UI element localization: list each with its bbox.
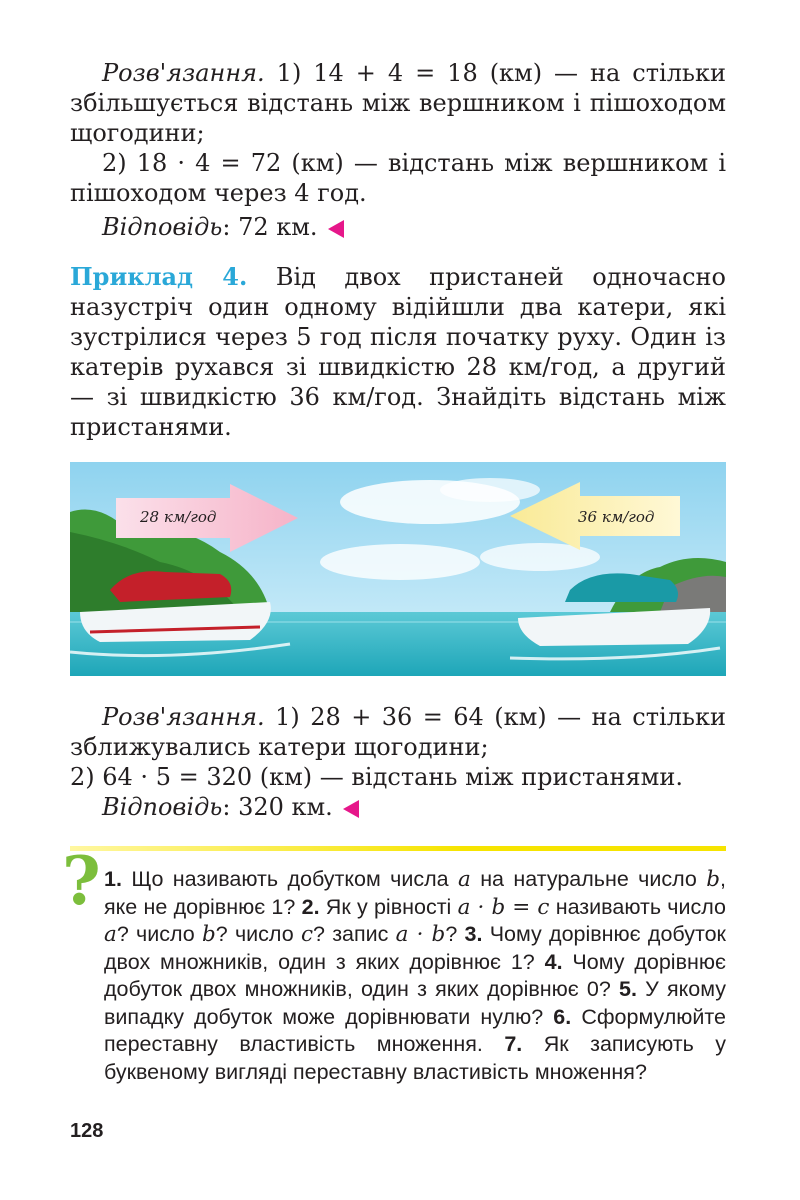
solution-2-step-2: 2) 64 · 5 = 320 (км) — відстань між пристанями.	[70, 763, 683, 791]
boats-scene-image	[70, 462, 726, 676]
yellow-rule	[70, 846, 726, 851]
solution-2-step-1: Розв'язання. 1) 28 + 36 = 64 (км) — на стільки зближувались катери щогодини;	[70, 703, 726, 761]
example-4-text: Приклад 4. Від двох пристаней одночасно назустріч один одному відійшли два катери, які зустрілися через 5 год після початку руху. Один із катерів рухався зі швидкістю 28 км/год, а другий — зі швидкістю 36 км/год. Знайдіть відстань між пристанями.	[70, 262, 726, 441]
solution-1-answer: Відповідь: 72 км.	[70, 212, 726, 242]
solution-1-step-1: Розв'язання. 1) 14 + 4 = 18 (км) — на стільки збільшується відстань між вершником і пішоходом щогодини;	[70, 59, 726, 147]
boats-illustration	[70, 462, 726, 676]
solution-1	[70, 58, 726, 242]
end-marker-icon	[328, 220, 344, 238]
question-mark-icon: ?	[62, 842, 101, 920]
left-speed-label: 28 км/год	[140, 508, 217, 526]
right-speed-label: 36 км/год	[578, 508, 655, 526]
solution-2-answer: Відповідь: 320 км.	[70, 792, 726, 822]
questions-text: 1. Що називають добутком числа a на натуральне число b, яке не дорівнює 1? 2. Як у рівності a · b = c називають число a? число b? число c? запис a · b? 3. Чому дорівнює добуток двох множників, один з яких дорівнює 1? 4. Чому дорівнює добуток двох множників, один з яких дорівнює 0? 5. У якому випадку добуток може дорівнювати нулю? 6. Сформулюйте переставну властивість множення. 7. Як записують у буквеному вигляді переставну властивість множення?	[104, 867, 727, 1084]
example-4-title: Приклад 4.	[70, 262, 248, 291]
end-marker-icon	[343, 800, 359, 818]
page-number: 128	[70, 1120, 104, 1142]
example-4	[70, 262, 726, 442]
solution-2	[70, 702, 726, 822]
solution-1-step-2: 2) 18 · 4 = 72 (км) — відстань між вершником і пішоходом через 4 год.	[70, 149, 726, 207]
